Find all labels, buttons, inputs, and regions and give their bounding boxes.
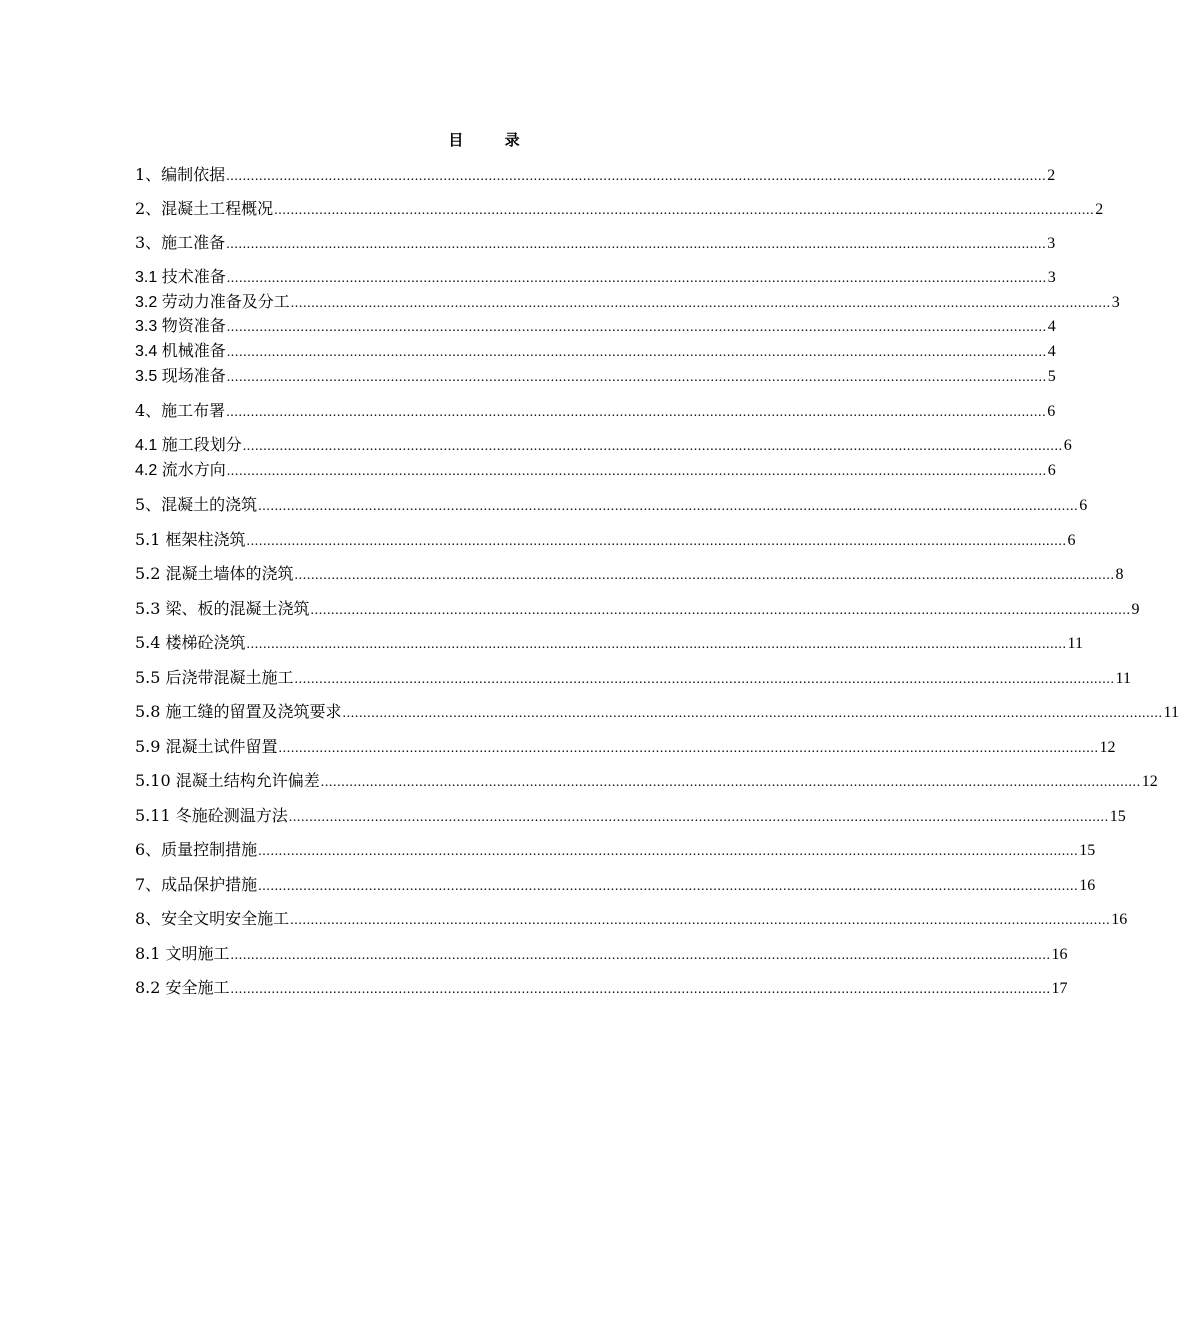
toc-leader-dots: ........................................................................................................................................................................................................ <box>226 271 1047 286</box>
toc-entry[interactable] <box>135 232 1056 254</box>
toc-page-number: 3 <box>1047 269 1056 286</box>
toc-page-number: 4 <box>1047 318 1056 335</box>
toc-leader-dots: ........................................................................................................................................................................................................ <box>258 844 1079 859</box>
toc-leader-dots: ........................................................................................................................................................................................................ <box>290 296 1111 311</box>
toc-leader-dots: ........................................................................................................................................................................................................ <box>258 499 1079 514</box>
toc-leader-dots: ........................................................................................................................................................................................................ <box>290 913 1111 928</box>
toc-entry-label: 8.1 文明施工 <box>135 944 230 963</box>
toc-entry[interactable] <box>135 632 1083 654</box>
toc-entry[interactable] <box>135 977 1068 999</box>
toc-leader-dots: ........................................................................................................................................................................................................ <box>246 637 1067 652</box>
toc-entry-label: 4.2 流水方向 <box>135 462 226 479</box>
toc-page-number: 3 <box>1047 235 1056 252</box>
toc-page-number: 2 <box>1095 201 1104 218</box>
toc-entry-label: 3.2 劳动力准备及分工 <box>135 294 290 311</box>
toc-entry[interactable] <box>135 366 1056 388</box>
toc-entry-label: 5.4 楼梯砼浇筑 <box>135 633 246 652</box>
toc-leader-dots: ........................................................................................................................................................................................................ <box>274 203 1095 218</box>
toc-leader-dots: ........................................................................................................................................................................................................ <box>226 169 1047 184</box>
toc-leader-dots: ........................................................................................................................................................................................................ <box>294 568 1115 583</box>
toc-entry[interactable] <box>135 292 1120 314</box>
toc-leader-dots: ........................................................................................................................................................................................................ <box>288 810 1109 825</box>
toc-leader-dots: ........................................................................................................................................................................................................ <box>310 603 1131 618</box>
toc-entry[interactable] <box>135 435 1072 457</box>
toc-page-number: 15 <box>1079 842 1096 859</box>
toc-entry[interactable] <box>135 494 1088 516</box>
toc-entry-label: 8、安全文明安全施工 <box>135 909 290 928</box>
toc-entry[interactable] <box>135 316 1056 338</box>
toc-page-number: 2 <box>1047 167 1056 184</box>
toc-page-number: 16 <box>1079 877 1096 894</box>
toc-leader-dots: ........................................................................................................................................................................................................ <box>320 775 1141 790</box>
toc-entry-label: 3.5 现场准备 <box>135 368 226 385</box>
toc-leader-dots: ........................................................................................................................................................................................................ <box>278 741 1099 756</box>
toc-entry-label: 3、施工准备 <box>135 233 226 252</box>
toc-entry-label: 2、混凝土工程概况 <box>135 199 274 218</box>
toc-entry-label: 5.8 施工缝的留置及浇筑要求 <box>135 702 342 721</box>
toc-entry-label: 5.10 混凝土结构允许偏差 <box>135 771 320 790</box>
toc-page-number: 12 <box>1141 773 1158 790</box>
toc-entry-label: 8.2 安全施工 <box>135 978 230 997</box>
toc-leader-dots: ........................................................................................................................................................................................................ <box>246 534 1067 549</box>
toc-entry[interactable] <box>135 198 1104 220</box>
toc-entry[interactable] <box>135 529 1076 551</box>
toc-leader-dots: ........................................................................................................................................................................................................ <box>226 345 1047 360</box>
toc-leader-dots: ........................................................................................................................................................................................................ <box>226 320 1047 335</box>
toc-page-number: 6 <box>1079 497 1088 514</box>
toc-page-number: 16 <box>1111 911 1128 928</box>
toc-entry-label: 7、成品保护措施 <box>135 875 258 894</box>
toc-page-number: 6 <box>1047 462 1056 479</box>
toc-leader-dots: ........................................................................................................................................................................................................ <box>230 948 1051 963</box>
toc-page-number: 6 <box>1063 437 1072 454</box>
toc-page-number: 11 <box>1163 704 1179 721</box>
toc-entry[interactable] <box>135 563 1124 585</box>
toc-page-number: 11 <box>1115 670 1131 687</box>
toc-title: 目 录 <box>448 131 538 149</box>
toc-entry[interactable] <box>135 598 1140 620</box>
toc-page-number: 4 <box>1047 343 1056 360</box>
toc-page-number: 11 <box>1067 635 1083 652</box>
toc-entry-label: 5.2 混凝土墙体的浇筑 <box>135 564 294 583</box>
toc-entry-label: 5.5 后浇带混凝土施工 <box>135 668 294 687</box>
toc-leader-dots: ........................................................................................................................................................................................................ <box>230 982 1051 997</box>
toc-leader-dots: ........................................................................................................................................................................................................ <box>226 237 1047 252</box>
toc-leader-dots: ........................................................................................................................................................................................................ <box>226 464 1047 479</box>
toc-entry-label: 1、编制依据 <box>135 165 226 184</box>
toc-entry[interactable] <box>135 701 1179 723</box>
toc-entry-label: 4、施工布署 <box>135 401 226 420</box>
toc-entry[interactable] <box>135 667 1131 689</box>
toc-leader-dots: ........................................................................................................................................................................................................ <box>226 405 1047 420</box>
toc-page-number: 12 <box>1099 739 1116 756</box>
toc-entry[interactable] <box>135 460 1056 482</box>
toc-leader-dots: ........................................................................................................................................................................................................ <box>258 879 1079 894</box>
toc-entry[interactable] <box>135 400 1056 422</box>
toc-entry[interactable] <box>135 770 1158 792</box>
toc-leader-dots: ........................................................................................................................................................................................................ <box>226 370 1047 385</box>
toc-entry[interactable] <box>135 736 1116 758</box>
toc-entry-label: 6、质量控制措施 <box>135 840 258 859</box>
toc-leader-dots: ........................................................................................................................................................................................................ <box>294 672 1115 687</box>
toc-entry-label: 3.1 技术准备 <box>135 269 226 286</box>
toc-entry[interactable] <box>135 908 1128 930</box>
toc-entry-label: 3.4 机械准备 <box>135 343 226 360</box>
toc-page-number: 15 <box>1109 808 1126 825</box>
toc-page-number: 17 <box>1051 980 1068 997</box>
toc-entry-label: 5.9 混凝土试件留置 <box>135 737 278 756</box>
toc-entry-label: 5.3 梁、板的混凝土浇筑 <box>135 599 310 618</box>
toc-page-number: 5 <box>1047 368 1056 385</box>
toc-entry[interactable] <box>135 267 1056 289</box>
toc-entry[interactable] <box>135 943 1068 965</box>
toc-entry[interactable] <box>135 341 1056 363</box>
toc-entry-label: 4.1 施工段划分 <box>135 437 242 454</box>
toc-page-number: 3 <box>1111 294 1120 311</box>
toc-entry-label: 5.1 框架柱浇筑 <box>135 530 246 549</box>
toc-entry-label: 5、混凝土的浇筑 <box>135 495 258 514</box>
toc-page-number: 6 <box>1067 532 1076 549</box>
toc-entry[interactable] <box>135 805 1126 827</box>
toc-page-number: 9 <box>1131 601 1140 618</box>
toc-page-number: 6 <box>1047 403 1056 420</box>
toc-entry-label: 3.3 物资准备 <box>135 318 226 335</box>
toc-entry-label: 5.11 冬施砼测温方法 <box>135 806 288 825</box>
toc-page-number: 8 <box>1115 566 1124 583</box>
toc-leader-dots: ........................................................................................................................................................................................................ <box>242 439 1063 454</box>
toc-page-number: 16 <box>1051 946 1068 963</box>
toc-leader-dots: ........................................................................................................................................................................................................ <box>342 706 1163 721</box>
toc-entry[interactable] <box>135 839 1096 861</box>
toc-entry[interactable] <box>135 874 1096 896</box>
toc-entry[interactable] <box>135 164 1056 186</box>
